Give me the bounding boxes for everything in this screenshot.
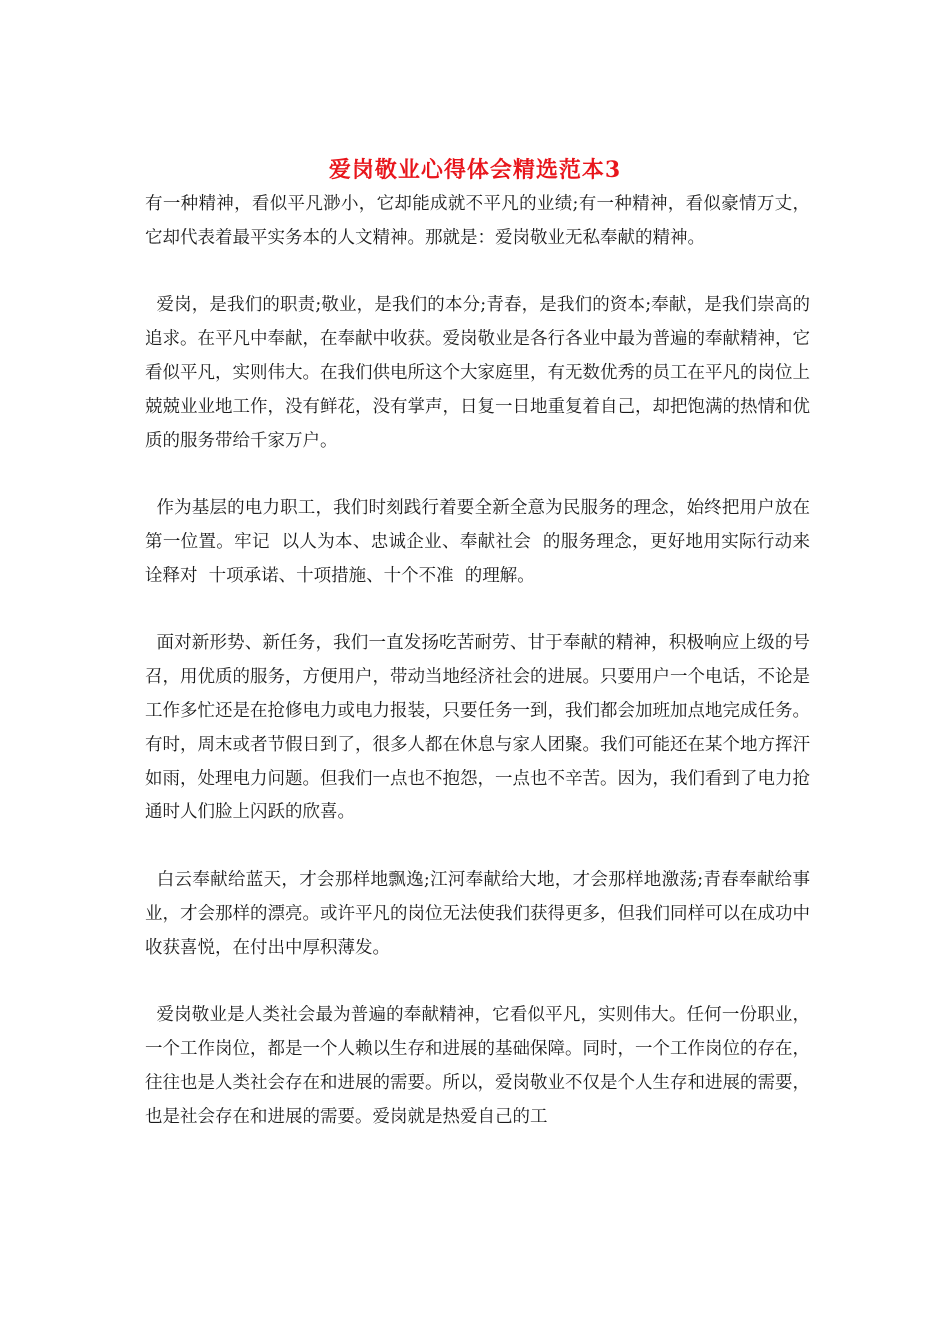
paragraph-4: 面对新形势、新任务，我们一直发扬吃苦耐劳、甘于奉献的精神，积极响应上级的号召，用优质的服务，方便用户，带动当地经济社会的进展。只要用户一个电话，不论是工作多忙还是在抢修电力或电力报装，只要任务一到，我们都会加班加点地完成任务。有时，周末或者节假日到了，很多人都在休息与家人团聚。我们可能还在某个地方挥汗如雨，处理电力问题。但我们一点也不抱怨，一点也不辛苦。因为，我们看到了电力抢通时人们脸上闪跃的欣喜。	[145, 633, 810, 823]
document-body	[145, 188, 810, 1168]
paragraph-3: 作为基层的电力职工，我们时刻践行着要全新全意为民服务的理念，始终把用户放在第一位置。牢记 以人为本、忠诚企业、奉献社会 的服务理念，更好地用实际行动来诠释对 十项承诺、十项措施、十个不准 的理解。	[145, 498, 810, 586]
paragraph-2: 爱岗，是我们的职责;敬业，是我们的本分;青春，是我们的资本;奉献，是我们崇高的追求。在平凡中奉献，在奉献中收获。爱岗敬业是各行各业中最为普遍的奉献精神，它看似平凡，实则伟大。在我们供电所这个大家庭里，有无数优秀的员工在平凡的岗位上兢兢业业地工作，没有鲜花，没有掌声，日复一日地重复着自己，却把饱满的热情和优质的服务带给千家万户。	[145, 295, 810, 451]
paragraph-6: 爱岗敬业是人类社会最为普遍的奉献精神，它看似平凡，实则伟大。任何一份职业，一个工作岗位，都是一个人赖以生存和进展的基础保障。同时，一个工作岗位的存在，往往也是人类社会存在和进展的需要。所以，爱岗敬业不仅是个人生存和进展的需要，也是社会存在和进展的需要。爱岗就是热爱自己的工	[145, 1005, 810, 1127]
document-title: 爱岗敬业心得体会精选范本3	[328, 157, 622, 183]
paragraph-1: 有一种精神，看似平凡渺小，它却能成就不平凡的业绩;有一种精神，看似豪情万丈，它却代表着最平实务本的人文精神。那就是：爱岗敬业无私奉献的精神。	[145, 194, 810, 248]
paragraph-5: 白云奉献给蓝天，才会那样地飘逸;江河奉献给大地，才会那样地激荡;青春奉献给事业，才会那样的漂亮。或许平凡的岗位无法使我们获得更多，但我们同样可以在成功中收获喜悦，在付出中厚积薄发。	[145, 869, 810, 958]
